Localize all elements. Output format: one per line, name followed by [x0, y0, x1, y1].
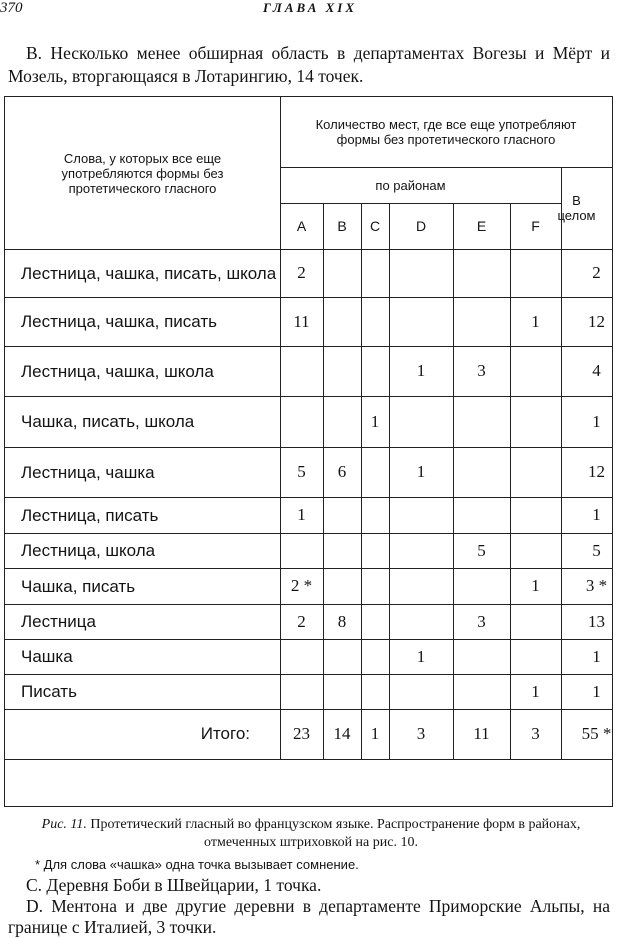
count-header: Количество мест, где все еще употребляют формы без протетического гласного	[315, 117, 577, 147]
cell-d: 1	[416, 361, 426, 380]
cell-b	[323, 396, 361, 447]
cell-total: 12	[588, 462, 605, 481]
cell-e	[453, 297, 510, 346]
cell-f	[510, 497, 561, 533]
cell-d	[389, 533, 453, 568]
total-c: 1	[370, 724, 380, 743]
cell-total: 1	[592, 646, 601, 666]
grand-total: 55 *	[581, 724, 612, 743]
row-label: Лестница, чашка, писать	[21, 312, 218, 331]
cell-c	[361, 497, 389, 533]
figure-caption	[18, 816, 604, 852]
cell-c	[361, 639, 389, 674]
caption-label: Рис. 11.	[41, 817, 87, 832]
cell-e	[453, 249, 510, 297]
totals-label: Итого:	[200, 724, 250, 743]
table-rule	[280, 203, 561, 204]
cell-total: 13	[588, 611, 605, 631]
cell-b	[323, 674, 361, 709]
table-rule	[280, 167, 612, 168]
cell-total: 1	[592, 411, 601, 431]
table-rule	[453, 203, 454, 759]
row-label: Лестница, чашка, школа	[21, 361, 214, 381]
cell-f	[510, 447, 561, 497]
table-rule	[5, 497, 612, 498]
cell-e	[453, 497, 510, 533]
cell-e	[453, 568, 510, 604]
cell-d: 1	[416, 462, 426, 481]
paragraph-c: С. Деревня Боби в Швейцарии, 1 точка.	[26, 875, 322, 895]
cell-c: 1	[370, 411, 380, 431]
cell-e: 3	[477, 361, 486, 380]
table-rule	[510, 203, 511, 759]
cell-d	[389, 604, 453, 639]
table-rule	[5, 447, 612, 448]
table-rule	[5, 346, 612, 347]
cell-d	[389, 497, 453, 533]
cell-b	[323, 533, 361, 568]
cell-b: 6	[337, 462, 347, 481]
by-district-header: по районам	[375, 177, 446, 193]
column-header-b: B	[337, 218, 347, 234]
column-header-f: F	[531, 218, 540, 234]
cell-f: 1	[531, 311, 540, 331]
cell-a	[280, 396, 323, 447]
cell-f	[510, 604, 561, 639]
cell-a	[280, 346, 323, 396]
table-rule	[5, 396, 612, 397]
total-f: 3	[531, 724, 540, 743]
cell-a: 11	[293, 311, 310, 331]
cell-a	[280, 639, 323, 674]
caption-text: Протетический гласный во французском языке. Распространение форм в районах, отмеченных штриховкой на рис. 10.	[90, 817, 581, 850]
table-rule	[5, 533, 612, 534]
total-a: 23	[293, 724, 310, 743]
cell-f	[510, 396, 561, 447]
cell-a: 2	[297, 611, 306, 631]
row-label: Лестница, чашка, писать, школа	[21, 263, 277, 283]
intro-paragraph: В. Несколько менее обширная область в департаментах Вогезы и Мёрт и Мозель, вторгающаяся в Лотарингию, 14 точек.	[8, 43, 610, 86]
cell-c	[361, 568, 389, 604]
table-rule	[5, 297, 612, 298]
cell-b	[323, 346, 361, 396]
row-label: Лестница, писать	[21, 505, 159, 525]
table-footnote: * Для слова «чашка» одна точка вызывает сомнение.	[35, 857, 359, 872]
row-label: Лестница, чашка	[21, 462, 155, 482]
row-label: Чашка	[21, 647, 73, 666]
cell-c	[361, 447, 389, 497]
cell-a: 2	[297, 263, 306, 282]
column-header-a: A	[296, 218, 307, 234]
total-e: 11	[473, 724, 490, 743]
page-header	[0, 0, 620, 24]
cell-a	[280, 674, 323, 709]
cell-total: 4	[592, 361, 601, 380]
cell-c	[361, 249, 389, 297]
table-rule	[5, 674, 612, 675]
cell-d: 1	[416, 646, 426, 666]
cell-e: 5	[477, 540, 486, 560]
cell-c	[361, 533, 389, 568]
cell-c	[361, 604, 389, 639]
cell-f	[510, 533, 561, 568]
cell-b	[323, 249, 361, 297]
table-rule	[323, 203, 324, 759]
cell-b	[323, 568, 361, 604]
cell-total: 5	[592, 540, 601, 560]
cell-b	[323, 297, 361, 346]
cell-e	[453, 639, 510, 674]
paragraph-d: D. Ментона и две другие деревни в департаменте Приморские Альпы, на границе с Италией, 3 точки.	[8, 896, 610, 937]
cell-f	[510, 346, 561, 396]
cell-c	[361, 346, 389, 396]
cell-d	[389, 568, 453, 604]
row-label: Чашка, писать	[21, 576, 136, 596]
table-rule	[5, 249, 612, 250]
table-rule	[5, 759, 612, 760]
cell-total: 12	[588, 311, 605, 331]
cell-b: 8	[337, 611, 347, 631]
total-column-header: В целом	[557, 193, 596, 223]
cell-a: 2 *	[290, 576, 313, 595]
cell-e: 3	[477, 611, 486, 631]
cell-e	[453, 396, 510, 447]
table-rule	[280, 97, 281, 759]
table-rule	[5, 604, 612, 605]
cell-a	[280, 533, 323, 568]
cell-total: 1	[592, 681, 601, 701]
row-label: Лестница	[21, 612, 96, 631]
cell-b	[323, 497, 361, 533]
page-number: 370	[0, 0, 23, 16]
cell-d	[389, 249, 453, 297]
cell-c	[361, 674, 389, 709]
cell-e	[453, 674, 510, 709]
total-b: 14	[333, 724, 351, 743]
cell-d	[389, 396, 453, 447]
cell-c	[361, 297, 389, 346]
cell-total: 2	[592, 263, 601, 282]
cell-d	[389, 297, 453, 346]
table-rule	[5, 709, 612, 710]
cell-a: 1	[297, 505, 306, 524]
table-rule	[389, 203, 390, 759]
column-header-d: D	[415, 218, 427, 234]
words-column-header: Слова, у которых все еще употребляются формы без протетического гласного	[61, 150, 224, 196]
table-rule	[5, 639, 612, 640]
table-rule	[361, 203, 362, 759]
row-label: Писать	[21, 682, 77, 701]
cell-b	[323, 639, 361, 674]
closing-paragraphs	[8, 875, 610, 938]
cell-a: 5	[297, 462, 306, 481]
table-rule	[5, 568, 612, 569]
cell-total: 1	[592, 505, 601, 524]
cell-f: 1	[531, 681, 540, 701]
chapter-title: ГЛАВА XIX	[262, 0, 358, 15]
row-label: Чашка, писать, школа	[21, 412, 195, 431]
cell-d	[389, 674, 453, 709]
column-header-e: E	[476, 218, 487, 234]
cell-f	[510, 249, 561, 297]
table-rule	[561, 167, 562, 759]
column-header-c: C	[369, 218, 381, 234]
cell-f: 1	[531, 576, 540, 595]
cell-e	[453, 447, 510, 497]
cell-f	[510, 639, 561, 674]
row-label: Лестница, школа	[21, 541, 156, 560]
cell-total: 3 *	[585, 576, 608, 595]
total-d: 3	[416, 724, 426, 743]
